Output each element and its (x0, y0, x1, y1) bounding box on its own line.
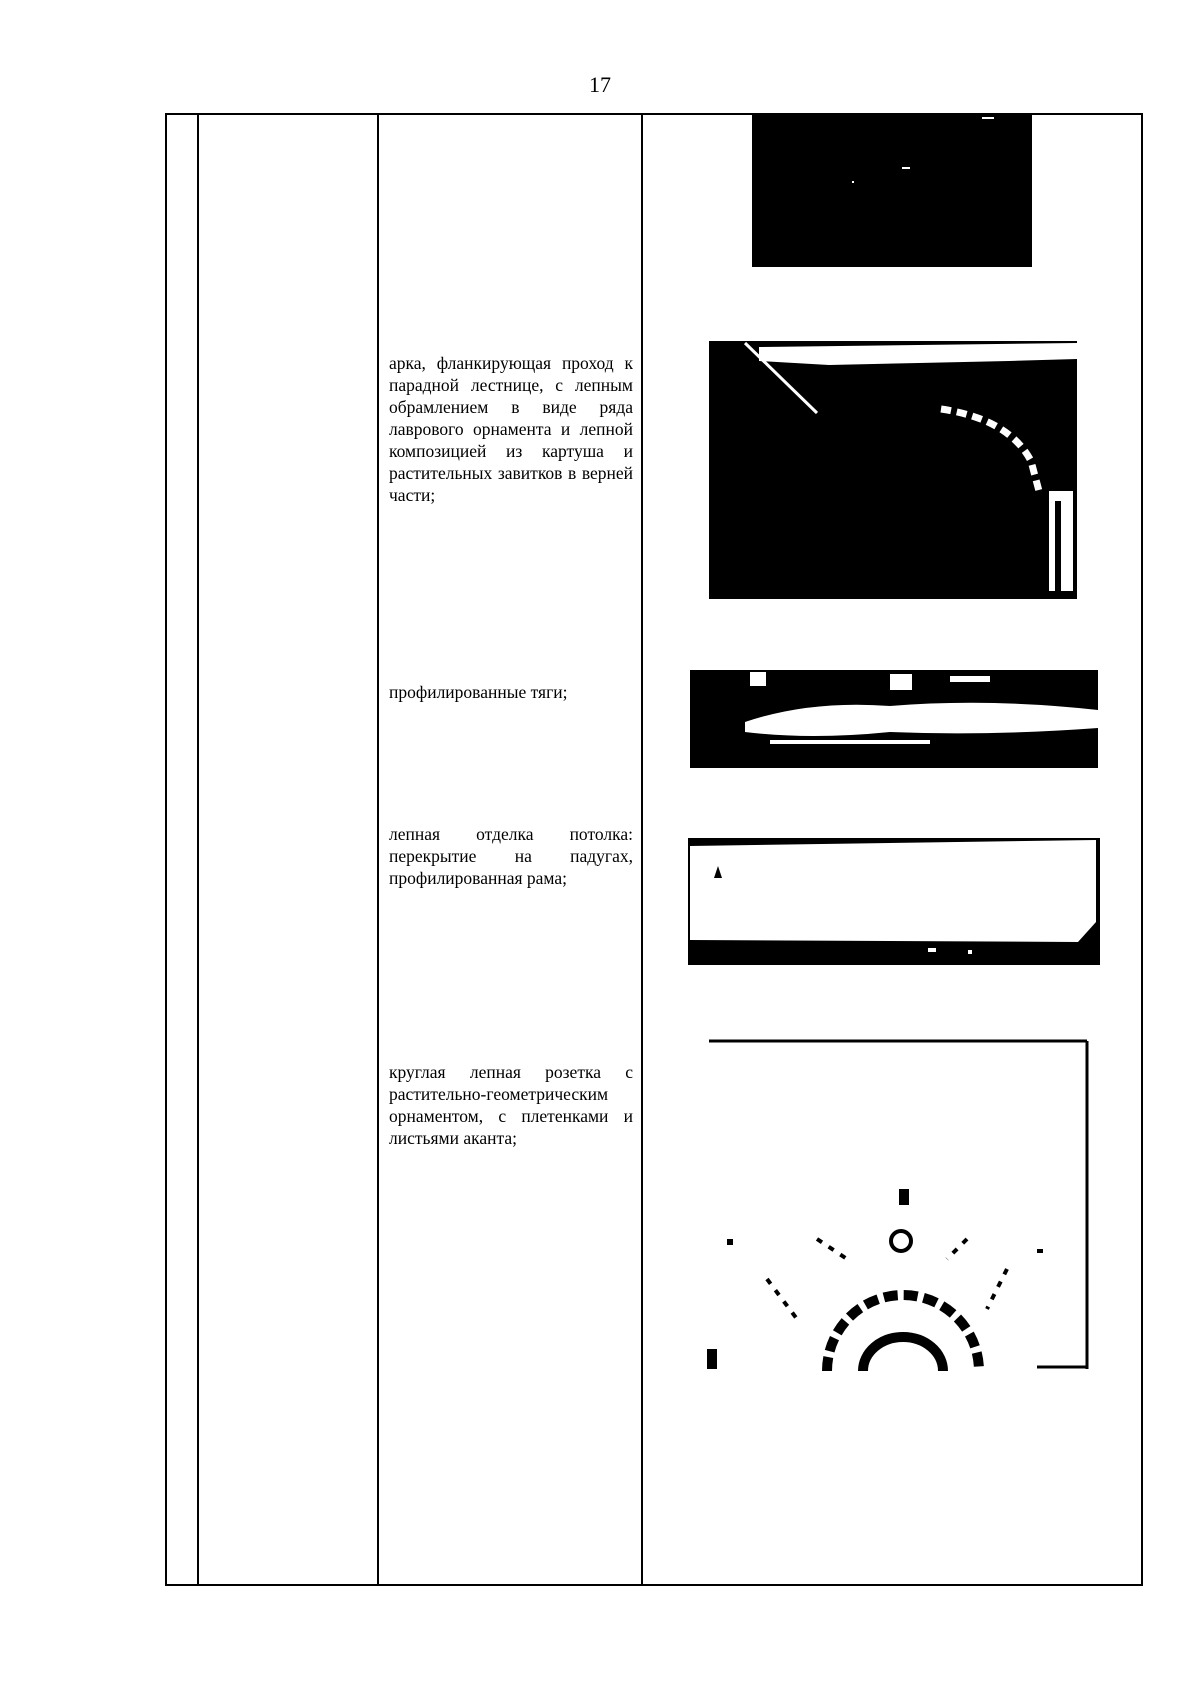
table-continuation (165, 113, 1143, 1586)
column-divider (641, 115, 643, 1584)
rosette-photo (707, 1039, 1089, 1371)
item-description: лепная отделка потолка: перекрытие на падугах, профилированная рама; (389, 824, 633, 888)
arch-photo (709, 341, 1077, 599)
item-description: круглая лепная розетка с растительно-геометрическим орнаментом, с плетенками и листьями аканта; (389, 1062, 633, 1148)
item-description: арка, фланкирующая проход к парадной лестнице, с лепным обрамлением в виде ряда лаврового орнамента и лепной композицией из картуша и растительных завитков в верней части; (389, 353, 633, 505)
page-number: 17 (589, 72, 611, 97)
column-divider (197, 115, 199, 1584)
cornice-photo (690, 670, 1098, 768)
stucco-photo (752, 115, 1032, 267)
item-description: профилированные тяги; (389, 682, 568, 702)
column-divider (377, 115, 379, 1584)
ceiling-photo (688, 838, 1100, 965)
